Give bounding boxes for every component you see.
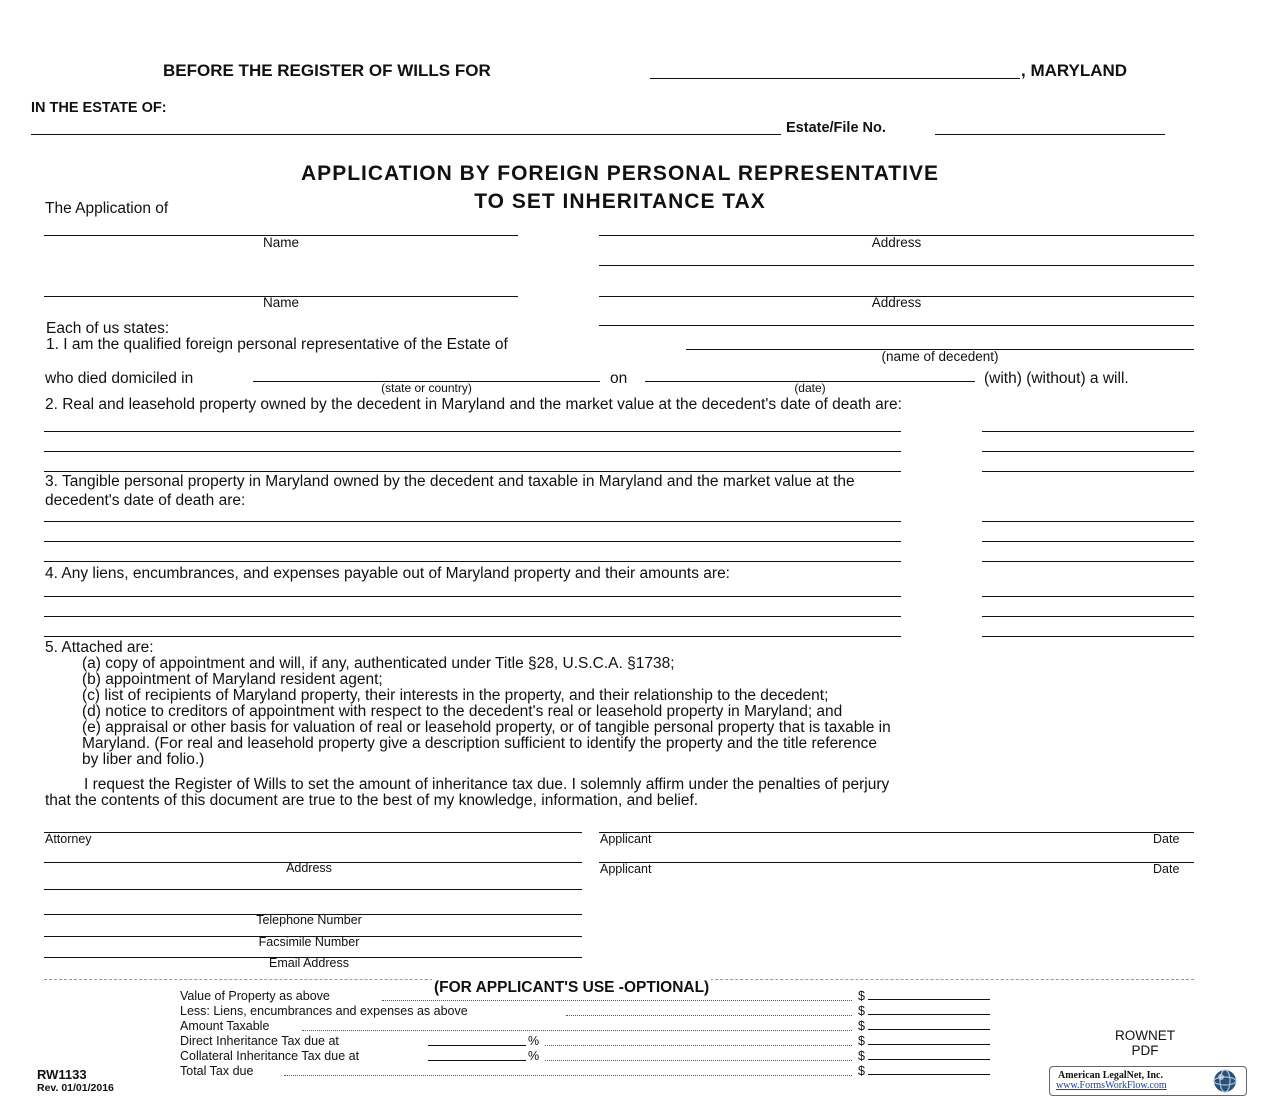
collateral-tax-field[interactable]: [868, 1059, 990, 1060]
item5-d: (d) notice to creditors of appointment with respect to the decedent's real or leasehold property in Maryland; and: [82, 703, 843, 720]
file-no-label: Estate/File No.: [786, 120, 886, 136]
opt-row-total: Total Tax due: [180, 1064, 254, 1078]
applicant1-address-line2[interactable]: [599, 265, 1194, 266]
date-caption: (date): [794, 381, 826, 395]
item5-e3: by liber and folio.): [82, 751, 205, 768]
address-caption-2: Address: [871, 295, 922, 310]
applicant-label-1: Applicant: [600, 832, 652, 846]
collateral-percent: %: [528, 1049, 540, 1063]
logo-company: American LegalNet, Inc.: [1058, 1070, 1163, 1081]
entry-line[interactable]: [982, 431, 1194, 432]
on-label: on: [610, 370, 628, 387]
opt-row-taxable: Amount Taxable: [180, 1019, 270, 1033]
total-tax-field[interactable]: [868, 1074, 990, 1075]
dot-leader: [545, 1060, 852, 1061]
form-title-line1: APPLICATION BY FOREIGN PERSONAL REPRESENTATIVE: [301, 162, 939, 185]
dollar-2: $: [858, 1004, 865, 1018]
optional-heading: (FOR APPLICANT'S USE -OPTIONAL): [434, 979, 710, 996]
will-label: (with) (without) a will.: [984, 370, 1129, 387]
dot-leader: [545, 1045, 852, 1046]
entry-line[interactable]: [44, 451, 901, 452]
attorney-signature-field[interactable]: [44, 832, 582, 833]
affirm-line2: that the contents of this document are true to the best of my knowledge, information, and belief.: [45, 792, 699, 809]
applicant2-address-line2[interactable]: [599, 325, 1194, 326]
name-caption-1: Name: [262, 235, 299, 250]
item5-e1: (e) appraisal or other basis for valuation of real or leasehold property, or of tangible personal property that is taxable in: [82, 719, 891, 736]
entry-line[interactable]: [44, 596, 901, 597]
email-label: Email Address: [269, 956, 349, 970]
date-label-1: Date: [1153, 832, 1180, 846]
domiciled-label: who died domiciled in: [45, 370, 194, 387]
rownet-label: ROWNET: [1115, 1028, 1175, 1043]
dot-leader: [566, 1015, 852, 1016]
state-label: , MARYLAND: [1021, 61, 1128, 80]
dot-leader: [382, 1000, 852, 1001]
estate-name-field[interactable]: [31, 134, 781, 135]
opt-row-value: Value of Property as above: [180, 989, 330, 1003]
file-no-field[interactable]: [935, 134, 1165, 135]
opt-row-less: Less: Liens, encumbrances and expenses as above: [180, 1004, 468, 1018]
dollar-5: $: [858, 1049, 865, 1063]
application-of-label: The Application of: [45, 200, 169, 217]
each-states-label: Each of us states:: [46, 320, 170, 337]
item5-b: (b) appointment of Maryland resident agent;: [82, 671, 383, 688]
entry-line[interactable]: [44, 561, 901, 562]
opt-row-direct: Direct Inheritance Tax due at: [180, 1034, 339, 1048]
address-label: Address: [286, 861, 332, 875]
direct-percent: %: [528, 1034, 540, 1048]
telephone-label: Telephone Number: [256, 913, 362, 927]
entry-line[interactable]: [982, 596, 1194, 597]
item4-text: 4. Any liens, encumbrances, and expenses payable out of Maryland property and their amounts are:: [45, 565, 730, 582]
dot-leader: [302, 1030, 852, 1031]
entry-line[interactable]: [44, 471, 901, 472]
opt-row-collateral: Collateral Inheritance Tax due at: [180, 1049, 360, 1063]
applicant2-signature-field[interactable]: [599, 862, 1194, 863]
form-id: RW1133: [37, 1067, 87, 1082]
revision-date: Rev. 01/01/2016: [37, 1082, 114, 1094]
direct-tax-field[interactable]: [868, 1044, 990, 1045]
entry-line[interactable]: [44, 431, 901, 432]
entry-line[interactable]: [44, 636, 901, 637]
entry-line[interactable]: [982, 451, 1194, 452]
legalnet-logo[interactable]: [1049, 1066, 1247, 1096]
dot-leader: [284, 1075, 852, 1076]
attorney-label: Attorney: [45, 832, 92, 846]
item5-heading: 5. Attached are:: [45, 639, 154, 656]
address-caption-1: Address: [871, 235, 922, 250]
entry-line[interactable]: [982, 636, 1194, 637]
item5-e2: Maryland. (For real and leasehold property give a description sufficient to identify the property and the title reference: [82, 735, 877, 752]
entry-line[interactable]: [982, 471, 1194, 472]
entry-line[interactable]: [44, 541, 901, 542]
dollar-1: $: [858, 989, 865, 1003]
estate-of-label: IN THE ESTATE OF:: [31, 100, 167, 116]
globe-icon: [1210, 1068, 1240, 1094]
dollar-4: $: [858, 1034, 865, 1048]
taxable-amount-field[interactable]: [868, 1029, 990, 1030]
county-field[interactable]: [650, 78, 1020, 79]
value-amount-field[interactable]: [868, 999, 990, 1000]
item5-c: (c) list of recipients of Maryland property, their interests in the property, and their relationship to the decedent;: [82, 687, 829, 704]
state-caption: (state or country): [381, 381, 472, 395]
affirm-line1: I request the Register of Wills to set the amount of inheritance tax due. I solemnly affirm under the penalties of perjury: [84, 776, 890, 793]
entry-line[interactable]: [44, 616, 901, 617]
name-caption-2: Name: [262, 295, 299, 310]
liens-amount-field[interactable]: [868, 1014, 990, 1015]
applicant1-signature-field[interactable]: [599, 832, 1194, 833]
date-label-2: Date: [1153, 862, 1180, 876]
entry-line[interactable]: [982, 561, 1194, 562]
decedent-caption: (name of decedent): [881, 349, 999, 364]
entry-line[interactable]: [982, 616, 1194, 617]
item3-text-line1: 3. Tangible personal property in Maryland owned by the decedent and taxable in Maryland and the market value at the: [45, 473, 855, 490]
item1-text: 1. I am the qualified foreign personal representative of the Estate of: [46, 336, 508, 353]
dollar-6: $: [858, 1064, 865, 1078]
direct-rate-field[interactable]: [428, 1045, 526, 1046]
facsimile-label: Facsimile Number: [258, 935, 360, 949]
entry-line[interactable]: [982, 541, 1194, 542]
pdf-label: PDF: [1131, 1043, 1159, 1058]
logo-url[interactable]: www.FormsWorkFlow.com: [1056, 1080, 1167, 1091]
attorney-address-line2[interactable]: [44, 889, 582, 890]
item2-text: 2. Real and leasehold property owned by the decedent in Maryland and the market value at the decedent's date of death are:: [45, 396, 902, 413]
applicant-label-2: Applicant: [600, 862, 652, 876]
item5-a: (a) copy of appointment and will, if any, authenticated under Title §28, U.S.C.A. §1738;: [82, 655, 675, 672]
form-title-line2: TO SET INHERITANCE TAX: [474, 190, 766, 213]
register-label: BEFORE THE REGISTER OF WILLS FOR: [163, 61, 491, 80]
collateral-rate-field[interactable]: [428, 1060, 526, 1061]
entry-line[interactable]: [982, 521, 1194, 522]
item3-text-line2: decedent's date of death are:: [45, 492, 246, 509]
dollar-3: $: [858, 1019, 865, 1033]
entry-line[interactable]: [44, 521, 901, 522]
